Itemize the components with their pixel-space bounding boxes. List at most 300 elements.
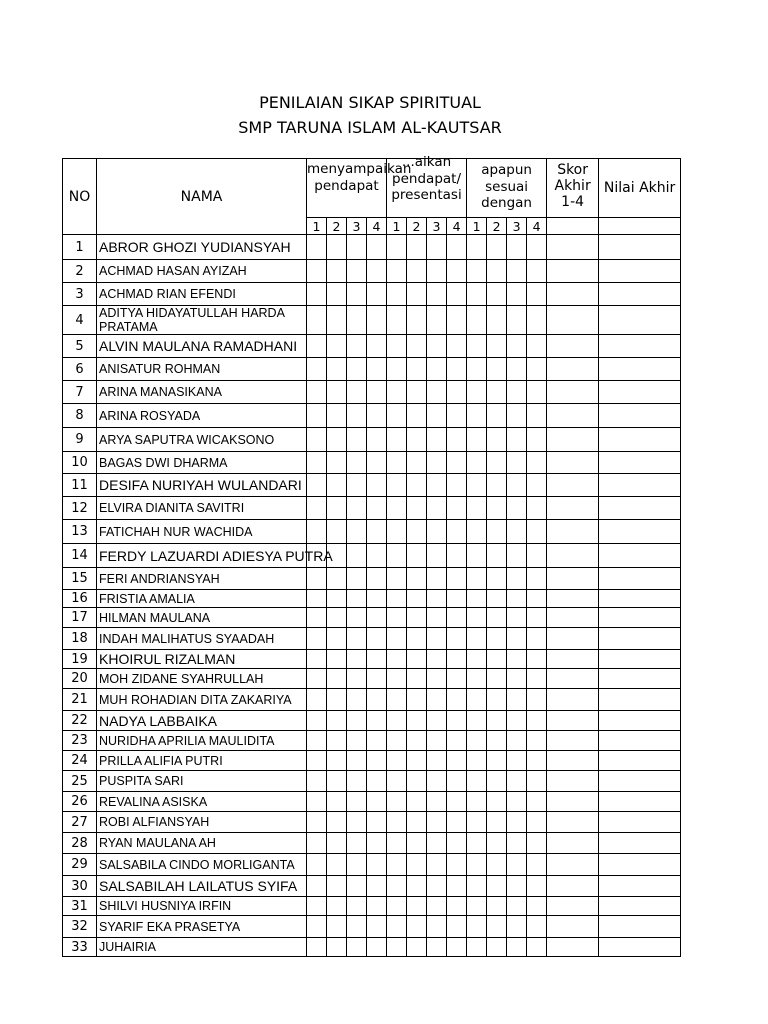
score-cell[interactable] <box>447 833 467 854</box>
score-cell[interactable] <box>507 568 527 590</box>
score-cell[interactable] <box>347 689 367 711</box>
score-cell[interactable] <box>387 283 407 306</box>
score-cell[interactable] <box>427 520 447 544</box>
score-cell[interactable] <box>307 689 327 711</box>
score-cell[interactable] <box>387 544 407 568</box>
nilai-akhir-cell[interactable] <box>599 608 681 628</box>
skor-akhir-cell[interactable] <box>547 358 599 381</box>
score-cell[interactable] <box>407 452 427 474</box>
score-cell[interactable] <box>447 568 467 590</box>
score-cell[interactable] <box>347 260 367 283</box>
score-cell[interactable] <box>487 568 507 590</box>
score-cell[interactable] <box>527 404 547 428</box>
score-cell[interactable] <box>487 381 507 404</box>
score-cell[interactable] <box>527 520 547 544</box>
score-cell[interactable] <box>307 474 327 497</box>
score-cell[interactable] <box>307 833 327 854</box>
score-cell[interactable] <box>327 428 347 452</box>
score-cell[interactable] <box>487 897 507 916</box>
score-cell[interactable] <box>487 792 507 812</box>
nilai-akhir-cell[interactable] <box>599 938 681 957</box>
score-cell[interactable] <box>307 452 327 474</box>
score-cell[interactable] <box>427 428 447 452</box>
score-cell[interactable] <box>307 916 327 938</box>
score-cell[interactable] <box>427 452 447 474</box>
score-cell[interactable] <box>467 669 487 689</box>
score-cell[interactable] <box>387 854 407 876</box>
score-cell[interactable] <box>327 711 347 731</box>
skor-akhir-cell[interactable] <box>547 711 599 731</box>
score-cell[interactable] <box>347 792 367 812</box>
skor-akhir-cell[interactable] <box>547 897 599 916</box>
score-cell[interactable] <box>447 938 467 957</box>
score-cell[interactable] <box>407 731 427 751</box>
skor-akhir-cell[interactable] <box>547 306 599 335</box>
score-cell[interactable] <box>367 283 387 306</box>
score-cell[interactable] <box>467 792 487 812</box>
score-cell[interactable] <box>367 650 387 669</box>
score-cell[interactable] <box>407 608 427 628</box>
score-cell[interactable] <box>407 428 427 452</box>
score-cell[interactable] <box>467 751 487 771</box>
score-cell[interactable] <box>427 260 447 283</box>
score-cell[interactable] <box>507 731 527 751</box>
score-cell[interactable] <box>347 544 367 568</box>
score-cell[interactable] <box>307 381 327 404</box>
score-cell[interactable] <box>367 938 387 957</box>
skor-akhir-cell[interactable] <box>547 669 599 689</box>
score-cell[interactable] <box>487 771 507 792</box>
score-cell[interactable] <box>447 711 467 731</box>
nilai-akhir-cell[interactable] <box>599 568 681 590</box>
score-cell[interactable] <box>447 306 467 335</box>
score-cell[interactable] <box>327 812 347 833</box>
score-cell[interactable] <box>407 628 427 650</box>
score-cell[interactable] <box>507 520 527 544</box>
nilai-akhir-cell[interactable] <box>599 590 681 608</box>
score-cell[interactable] <box>467 260 487 283</box>
score-cell[interactable] <box>327 876 347 897</box>
nilai-akhir-cell[interactable] <box>599 812 681 833</box>
score-cell[interactable] <box>367 751 387 771</box>
score-cell[interactable] <box>447 497 467 520</box>
score-cell[interactable] <box>487 711 507 731</box>
score-cell[interactable] <box>407 568 427 590</box>
score-cell[interactable] <box>527 792 547 812</box>
score-cell[interactable] <box>487 260 507 283</box>
score-cell[interactable] <box>387 428 407 452</box>
score-cell[interactable] <box>487 335 507 358</box>
score-cell[interactable] <box>387 771 407 792</box>
score-cell[interactable] <box>467 358 487 381</box>
score-cell[interactable] <box>367 689 387 711</box>
score-cell[interactable] <box>307 283 327 306</box>
score-cell[interactable] <box>387 731 407 751</box>
score-cell[interactable] <box>407 833 427 854</box>
score-cell[interactable] <box>507 689 527 711</box>
score-cell[interactable] <box>327 335 347 358</box>
score-cell[interactable] <box>467 916 487 938</box>
score-cell[interactable] <box>367 897 387 916</box>
score-cell[interactable] <box>407 381 427 404</box>
score-cell[interactable] <box>347 916 367 938</box>
score-cell[interactable] <box>327 306 347 335</box>
score-cell[interactable] <box>487 452 507 474</box>
nilai-akhir-cell[interactable] <box>599 628 681 650</box>
score-cell[interactable] <box>407 260 427 283</box>
score-cell[interactable] <box>307 751 327 771</box>
skor-akhir-cell[interactable] <box>547 590 599 608</box>
score-cell[interactable] <box>387 381 407 404</box>
score-cell[interactable] <box>527 876 547 897</box>
score-cell[interactable] <box>307 628 327 650</box>
skor-akhir-cell[interactable] <box>547 812 599 833</box>
score-cell[interactable] <box>347 358 367 381</box>
score-cell[interactable] <box>407 771 427 792</box>
score-cell[interactable] <box>487 520 507 544</box>
score-cell[interactable] <box>387 812 407 833</box>
score-cell[interactable] <box>307 358 327 381</box>
score-cell[interactable] <box>507 916 527 938</box>
score-cell[interactable] <box>367 568 387 590</box>
score-cell[interactable] <box>407 590 427 608</box>
skor-akhir-cell[interactable] <box>547 544 599 568</box>
score-cell[interactable] <box>467 650 487 669</box>
score-cell[interactable] <box>387 335 407 358</box>
score-cell[interactable] <box>327 590 347 608</box>
score-cell[interactable] <box>387 235 407 260</box>
score-cell[interactable] <box>447 751 467 771</box>
score-cell[interactable] <box>447 669 467 689</box>
score-cell[interactable] <box>327 497 347 520</box>
nilai-akhir-cell[interactable] <box>599 335 681 358</box>
score-cell[interactable] <box>487 283 507 306</box>
score-cell[interactable] <box>527 916 547 938</box>
nilai-akhir-cell[interactable] <box>599 235 681 260</box>
score-cell[interactable] <box>467 628 487 650</box>
score-cell[interactable] <box>487 650 507 669</box>
score-cell[interactable] <box>487 751 507 771</box>
score-cell[interactable] <box>527 590 547 608</box>
score-cell[interactable] <box>427 650 447 669</box>
score-cell[interactable] <box>367 854 387 876</box>
score-cell[interactable] <box>387 628 407 650</box>
nilai-akhir-cell[interactable] <box>599 731 681 751</box>
score-cell[interactable] <box>347 669 367 689</box>
skor-akhir-cell[interactable] <box>547 751 599 771</box>
score-cell[interactable] <box>327 833 347 854</box>
score-cell[interactable] <box>367 358 387 381</box>
nilai-akhir-cell[interactable] <box>599 833 681 854</box>
skor-akhir-cell[interactable] <box>547 792 599 812</box>
score-cell[interactable] <box>367 876 387 897</box>
nilai-akhir-cell[interactable] <box>599 876 681 897</box>
nilai-akhir-cell[interactable] <box>599 771 681 792</box>
score-cell[interactable] <box>487 358 507 381</box>
score-cell[interactable] <box>487 306 507 335</box>
score-cell[interactable] <box>387 404 407 428</box>
score-cell[interactable] <box>447 689 467 711</box>
nilai-akhir-cell[interactable] <box>599 283 681 306</box>
score-cell[interactable] <box>427 751 447 771</box>
score-cell[interactable] <box>507 306 527 335</box>
score-cell[interactable] <box>427 833 447 854</box>
score-cell[interactable] <box>447 335 467 358</box>
score-cell[interactable] <box>407 689 427 711</box>
score-cell[interactable] <box>447 771 467 792</box>
skor-akhir-cell[interactable] <box>547 428 599 452</box>
score-cell[interactable] <box>407 938 427 957</box>
score-cell[interactable] <box>447 452 467 474</box>
score-cell[interactable] <box>307 876 327 897</box>
score-cell[interactable] <box>487 404 507 428</box>
score-cell[interactable] <box>327 568 347 590</box>
score-cell[interactable] <box>487 428 507 452</box>
score-cell[interactable] <box>347 568 367 590</box>
skor-akhir-cell[interactable] <box>547 938 599 957</box>
score-cell[interactable] <box>467 854 487 876</box>
score-cell[interactable] <box>387 650 407 669</box>
score-cell[interactable] <box>427 497 447 520</box>
score-cell[interactable] <box>307 404 327 428</box>
score-cell[interactable] <box>447 876 467 897</box>
score-cell[interactable] <box>327 381 347 404</box>
score-cell[interactable] <box>387 669 407 689</box>
score-cell[interactable] <box>427 404 447 428</box>
score-cell[interactable] <box>467 711 487 731</box>
score-cell[interactable] <box>527 283 547 306</box>
score-cell[interactable] <box>487 235 507 260</box>
score-cell[interactable] <box>467 235 487 260</box>
score-cell[interactable] <box>407 306 427 335</box>
score-cell[interactable] <box>527 650 547 669</box>
nilai-akhir-cell[interactable] <box>599 897 681 916</box>
score-cell[interactable] <box>447 428 467 452</box>
score-cell[interactable] <box>407 474 427 497</box>
score-cell[interactable] <box>347 381 367 404</box>
score-cell[interactable] <box>347 590 367 608</box>
skor-akhir-cell[interactable] <box>547 474 599 497</box>
skor-akhir-cell[interactable] <box>547 833 599 854</box>
score-cell[interactable] <box>387 306 407 335</box>
score-cell[interactable] <box>507 833 527 854</box>
score-cell[interactable] <box>487 916 507 938</box>
score-cell[interactable] <box>467 428 487 452</box>
score-cell[interactable] <box>327 628 347 650</box>
score-cell[interactable] <box>527 452 547 474</box>
score-cell[interactable] <box>427 283 447 306</box>
score-cell[interactable] <box>347 897 367 916</box>
skor-akhir-cell[interactable] <box>547 916 599 938</box>
score-cell[interactable] <box>527 358 547 381</box>
score-cell[interactable] <box>507 335 527 358</box>
score-cell[interactable] <box>467 833 487 854</box>
score-cell[interactable] <box>447 381 467 404</box>
score-cell[interactable] <box>347 404 367 428</box>
score-cell[interactable] <box>327 650 347 669</box>
score-cell[interactable] <box>447 854 467 876</box>
score-cell[interactable] <box>407 404 427 428</box>
nilai-akhir-cell[interactable] <box>599 474 681 497</box>
score-cell[interactable] <box>407 751 427 771</box>
score-cell[interactable] <box>307 731 327 751</box>
skor-akhir-cell[interactable] <box>547 283 599 306</box>
score-cell[interactable] <box>487 812 507 833</box>
score-cell[interactable] <box>507 628 527 650</box>
score-cell[interactable] <box>467 590 487 608</box>
score-cell[interactable] <box>407 335 427 358</box>
score-cell[interactable] <box>307 812 327 833</box>
nilai-akhir-cell[interactable] <box>599 792 681 812</box>
skor-akhir-cell[interactable] <box>547 452 599 474</box>
score-cell[interactable] <box>427 938 447 957</box>
score-cell[interactable] <box>407 235 427 260</box>
score-cell[interactable] <box>307 897 327 916</box>
score-cell[interactable] <box>447 283 467 306</box>
score-cell[interactable] <box>427 381 447 404</box>
score-cell[interactable] <box>347 812 367 833</box>
score-cell[interactable] <box>387 608 407 628</box>
score-cell[interactable] <box>407 792 427 812</box>
score-cell[interactable] <box>527 628 547 650</box>
nilai-akhir-cell[interactable] <box>599 916 681 938</box>
score-cell[interactable] <box>307 335 327 358</box>
score-cell[interactable] <box>307 568 327 590</box>
score-cell[interactable] <box>467 897 487 916</box>
score-cell[interactable] <box>307 608 327 628</box>
score-cell[interactable] <box>387 916 407 938</box>
skor-akhir-cell[interactable] <box>547 568 599 590</box>
score-cell[interactable] <box>427 568 447 590</box>
score-cell[interactable] <box>327 854 347 876</box>
score-cell[interactable] <box>507 497 527 520</box>
score-cell[interactable] <box>507 751 527 771</box>
score-cell[interactable] <box>527 771 547 792</box>
score-cell[interactable] <box>367 812 387 833</box>
nilai-akhir-cell[interactable] <box>599 689 681 711</box>
score-cell[interactable] <box>447 628 467 650</box>
score-cell[interactable] <box>527 731 547 751</box>
nilai-akhir-cell[interactable] <box>599 751 681 771</box>
score-cell[interactable] <box>407 544 427 568</box>
score-cell[interactable] <box>467 497 487 520</box>
score-cell[interactable] <box>487 497 507 520</box>
score-cell[interactable] <box>487 689 507 711</box>
score-cell[interactable] <box>327 474 347 497</box>
score-cell[interactable] <box>527 833 547 854</box>
score-cell[interactable] <box>347 771 367 792</box>
score-cell[interactable] <box>367 771 387 792</box>
score-cell[interactable] <box>487 474 507 497</box>
nilai-akhir-cell[interactable] <box>599 260 681 283</box>
nilai-akhir-cell[interactable] <box>599 404 681 428</box>
score-cell[interactable] <box>487 608 507 628</box>
score-cell[interactable] <box>447 404 467 428</box>
score-cell[interactable] <box>327 916 347 938</box>
score-cell[interactable] <box>507 590 527 608</box>
score-cell[interactable] <box>467 544 487 568</box>
score-cell[interactable] <box>507 608 527 628</box>
score-cell[interactable] <box>387 711 407 731</box>
score-cell[interactable] <box>407 669 427 689</box>
skor-akhir-cell[interactable] <box>547 628 599 650</box>
score-cell[interactable] <box>527 260 547 283</box>
score-cell[interactable] <box>387 751 407 771</box>
score-cell[interactable] <box>367 833 387 854</box>
score-cell[interactable] <box>507 235 527 260</box>
nilai-akhir-cell[interactable] <box>599 452 681 474</box>
score-cell[interactable] <box>327 792 347 812</box>
score-cell[interactable] <box>327 771 347 792</box>
score-cell[interactable] <box>447 897 467 916</box>
score-cell[interactable] <box>467 283 487 306</box>
score-cell[interactable] <box>507 854 527 876</box>
score-cell[interactable] <box>307 428 327 452</box>
score-cell[interactable] <box>507 711 527 731</box>
score-cell[interactable] <box>347 497 367 520</box>
score-cell[interactable] <box>507 474 527 497</box>
score-cell[interactable] <box>367 520 387 544</box>
score-cell[interactable] <box>527 381 547 404</box>
score-cell[interactable] <box>467 306 487 335</box>
score-cell[interactable] <box>367 711 387 731</box>
nilai-akhir-cell[interactable] <box>599 497 681 520</box>
score-cell[interactable] <box>527 544 547 568</box>
score-cell[interactable] <box>507 381 527 404</box>
skor-akhir-cell[interactable] <box>547 650 599 669</box>
score-cell[interactable] <box>367 608 387 628</box>
score-cell[interactable] <box>387 358 407 381</box>
score-cell[interactable] <box>307 306 327 335</box>
score-cell[interactable] <box>427 711 447 731</box>
score-cell[interactable] <box>327 452 347 474</box>
skor-akhir-cell[interactable] <box>547 235 599 260</box>
skor-akhir-cell[interactable] <box>547 608 599 628</box>
skor-akhir-cell[interactable] <box>547 497 599 520</box>
score-cell[interactable] <box>327 260 347 283</box>
score-cell[interactable] <box>387 520 407 544</box>
score-cell[interactable] <box>387 938 407 957</box>
score-cell[interactable] <box>447 590 467 608</box>
score-cell[interactable] <box>427 608 447 628</box>
score-cell[interactable] <box>367 335 387 358</box>
score-cell[interactable] <box>447 792 467 812</box>
score-cell[interactable] <box>427 689 447 711</box>
score-cell[interactable] <box>527 497 547 520</box>
score-cell[interactable] <box>447 520 467 544</box>
score-cell[interactable] <box>407 520 427 544</box>
score-cell[interactable] <box>307 792 327 812</box>
score-cell[interactable] <box>407 283 427 306</box>
score-cell[interactable] <box>427 876 447 897</box>
nilai-akhir-cell[interactable] <box>599 711 681 731</box>
nilai-akhir-cell[interactable] <box>599 381 681 404</box>
nilai-akhir-cell[interactable] <box>599 669 681 689</box>
score-cell[interactable] <box>467 474 487 497</box>
score-cell[interactable] <box>507 260 527 283</box>
score-cell[interactable] <box>307 590 327 608</box>
score-cell[interactable] <box>487 628 507 650</box>
score-cell[interactable] <box>487 833 507 854</box>
score-cell[interactable] <box>507 283 527 306</box>
score-cell[interactable] <box>307 854 327 876</box>
score-cell[interactable] <box>367 381 387 404</box>
score-cell[interactable] <box>507 938 527 957</box>
score-cell[interactable] <box>367 731 387 751</box>
score-cell[interactable] <box>407 897 427 916</box>
score-cell[interactable] <box>367 235 387 260</box>
score-cell[interactable] <box>527 608 547 628</box>
